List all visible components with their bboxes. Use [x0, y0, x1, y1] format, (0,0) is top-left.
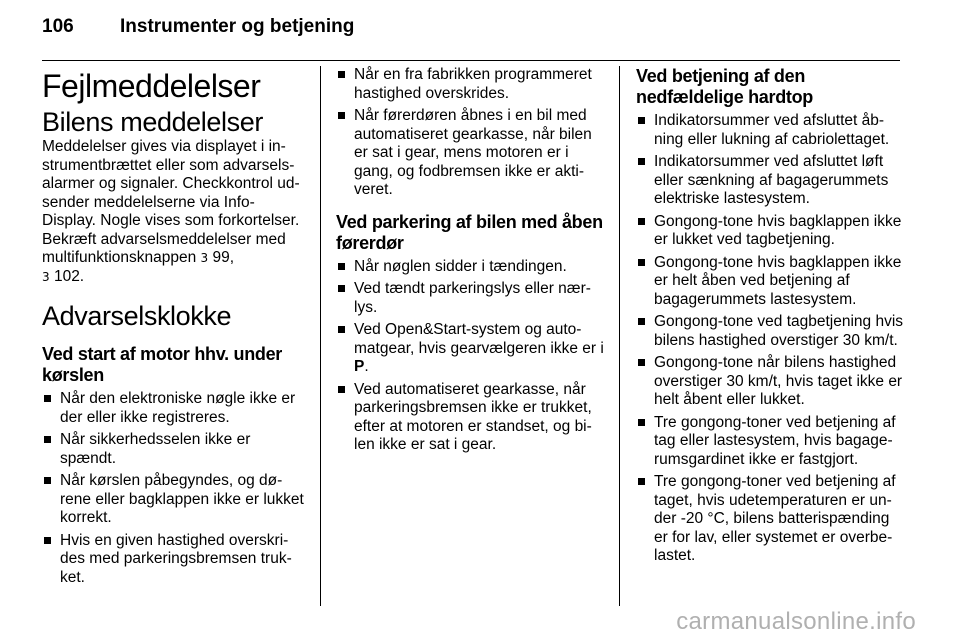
page-number: 106 — [42, 16, 74, 37]
intro-text-1: Meddelelser gives via displayet i instrumentbrættet eller som advarselsalarmer og signaler. Checkkontrol udsender meddelelserne via Info-Display. Nogle vises som forkortelser. Bekræft advarselsmeddelelser med multifunktionsknappen — [42, 138, 300, 266]
subsection-heading-bilens-meddelelser: Bilens meddelelser — [42, 107, 263, 137]
list-item: Tre gongong-toner ved betjening af taget, hvis udetemperaturen er under -20 °C, bilens batterispænding er for lav, eller systemet er overbelastet. — [636, 473, 904, 566]
list-item: Når den elektroniske nøgle ikke er der eller ikke registreres. — [42, 390, 304, 427]
list-item: Indikatorsummer ved afsluttet åbning eller lukning af cabriolettaget. — [636, 112, 904, 149]
list-item: Gongong-tone hvis bagklappen ikke er lukket ved tagbetjening. — [636, 213, 904, 250]
list-item: Når nøglen sidder i tændingen. — [336, 258, 604, 277]
heading-ved-parkering: Ved parkering af bilen med åben førerdør — [336, 211, 603, 253]
list-item: Gongong-tone når bilens hastighed overstiger 30 km/t, hvis taget ikke er helt åbent eller lukket. — [636, 354, 904, 410]
intro-text-2: 99, — [208, 249, 235, 266]
header-rule — [42, 60, 900, 61]
subsection-heading-advarselsklokke: Advarselsklokke — [42, 301, 232, 331]
watermark: carmanualsonline.info — [676, 608, 916, 635]
page-ref-arrow-icon: 3 — [42, 269, 50, 284]
warning-list-parking — [336, 258, 604, 455]
list-item: Hvis en given hastighed overskrides med parkeringsbremsen trukket. — [42, 532, 304, 588]
gear-p-label: P — [354, 358, 365, 375]
list-item: Indikatorsummer ved afsluttet løft eller sænkning af bagagerummets elektriske lastesystem. — [636, 153, 904, 209]
page-ref-arrow-icon: 3 — [200, 251, 209, 265]
column-1 — [42, 66, 304, 591]
hardtop-signal-list — [636, 112, 904, 566]
list-item: Ved tændt parkeringslys eller nærlys. — [336, 280, 604, 317]
list-item: Gongong-tone ved tagbetjening hvis bilens hastighed overstiger 30 km/t. — [636, 313, 904, 350]
list-item: Når en fra fabrikken programmeret hastighed overskrides. — [336, 66, 604, 103]
column-divider-1 — [320, 66, 321, 606]
column-3 — [636, 66, 904, 570]
intro-text-3: 102. — [49, 267, 85, 285]
list-item: Gongong-tone hvis bagklappen ikke er helt åben ved betjening af bagagerummets lastesystem. — [636, 254, 904, 310]
column-2 — [336, 66, 604, 459]
list-item: Når kørslen påbegyndes, og dørene eller bagklappen ikke er lukket korrekt. — [42, 472, 304, 528]
intro-paragraph — [42, 138, 304, 286]
heading-ved-start: Ved start af motor hhv. under kørslen — [42, 344, 283, 385]
list-item-suffix: . — [364, 358, 369, 375]
list-item — [336, 321, 604, 377]
warning-list-continued — [336, 66, 604, 200]
list-item: Tre gongong-toner ved betjening af tag eller lastesystem, hvis bagagerumsgardinet ikke er fastgjort. — [636, 414, 904, 470]
list-item-text: Ved Open&Start-system og automatgear, hvis gearvælgeren ikke er i — [354, 321, 604, 357]
warning-list-start — [42, 390, 304, 587]
list-item: Ved automatiseret gearkasse, når parkeringsbremsen ikke er trukket, efter at motoren er standset, og bilen ikke er sat i gear. — [336, 381, 604, 455]
column-divider-2 — [619, 66, 620, 606]
list-item: Når førerdøren åbnes i en bil med automatiseret gearkasse, når bilen er sat i gear, mens motoren er i gang, og fodbremsen ikke er aktiveret. — [336, 107, 604, 200]
page-title: Instrumenter og betjening — [120, 16, 355, 37]
heading-hardtop: Ved betjening af den nedfældelige hardtop — [636, 66, 814, 107]
section-heading-fejlmeddelelser: Fejlmeddelelser — [42, 68, 261, 104]
list-item: Når sikkerhedsselen ikke er spændt. — [42, 431, 304, 468]
